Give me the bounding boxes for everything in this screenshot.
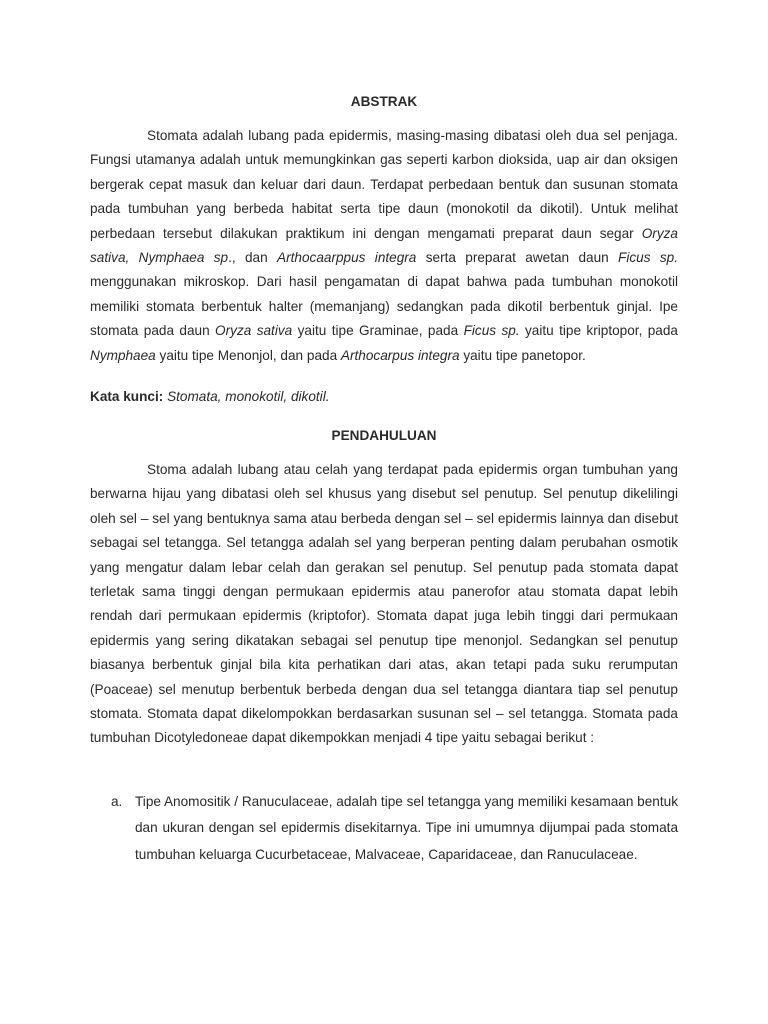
- abstract-text-run: yaitu tipe panetopor.: [459, 347, 586, 363]
- abstract-text-run: yaitu tipe kriptopor, pada: [519, 323, 678, 339]
- keywords-value: Stomata, monokotil, dikotil.: [167, 389, 330, 404]
- introduction-text: Stoma adalah lubang atau celah yang terdapat pada epidermis organ tumbuhan yang berwarna hijau yang dibatasi oleh sel khusus yang disebut sel penutup. Sel penutup dikelilingi oleh sel – sel yang bentuknya sama atau berbeda dengan sel – sel epidermis lainnya dan disebut sebagai sel tetangga. Sel tetangga adalah sel yang berperan penting dalam perubahan osmotik yang mengatur dalam lebar celah dan gerakan sel penutup. Sel penutup pada stomata dapat terletak sama tinggi dengan permukaan epidermis atau panerofor atau stomata dapat lebih rendah dari permukaan epidermis (kriptofor). Stomata dapat juga lebih tinggi dari permukaan epidermis yang sering dikatakan sebagai sel penutup tipe menonjol. Sedangkan sel penutup biasanya berbentuk ginjal bila kita perhatikan dari atas, akan tetapi pada suku rerumputan (Poaceae) sel menutup berbentuk berbeda dengan dua sel tetangga diantara tiap sel penutup stomata. Stomata dapat dikelompokkan berdasarkan susunan sel – sel tetangga. Stomata pada tumbuhan Dicotyledoneae dapat dikempokkan menjadi 4 tipe yaitu sebagai berikut :: [90, 462, 678, 746]
- list-item: [90, 789, 678, 868]
- keywords-line: [90, 389, 678, 405]
- stomata-type-list: [90, 789, 678, 868]
- keywords-label: Kata kunci:: [90, 389, 164, 404]
- list-item-text: Tipe Anomositik / Ranuculaceae, adalah tipe sel tetangga yang memiliki kesamaan bentuk dan ukuran dengan sel epidermis disekitarnya. Tipe ini umumnya dijumpai pada stomata tumbuhan keluarga Cucurbetaceae, Malvaceae, Caparidaceae, dan Ranuculaceae.: [135, 794, 678, 862]
- abstract-italic-term: Ficus sp.: [463, 323, 520, 339]
- introduction-paragraph: [90, 458, 678, 751]
- abstract-italic-term: Ficus sp.: [618, 250, 679, 266]
- abstract-text-run: menggunakan mikroskop. Dari hasil pengamatan di dapat bahwa pada tumbuhan monokotil memiliki stomata berbentuk halter (memanjang) sedangkan pada dikotil berbentuk ginjal. Ipe stomata pada daun: [90, 274, 678, 339]
- abstract-paragraph: [90, 124, 678, 368]
- abstract-text-run: yaitu tipe Graminae, pada: [292, 323, 464, 339]
- introduction-title: PENDAHULUAN: [331, 428, 437, 443]
- abstract-italic-term: Oryza sativa: [215, 323, 293, 339]
- list-item-marker: a.: [111, 794, 123, 809]
- abstract-text-run: serta preparat awetan daun: [416, 250, 619, 266]
- abstract-text-run: ., dan: [228, 250, 278, 266]
- abstract-italic-term: Oryza sativa, Nymphaea sp: [90, 225, 678, 266]
- abstract-italic-term: Arthocarpus integra: [340, 347, 460, 363]
- abstract-text-run: yaitu tipe Menonjol, dan pada: [155, 347, 341, 363]
- abstract-title: ABSTRAK: [350, 94, 418, 109]
- abstract-italic-term: Arthocaarppus integra: [277, 250, 417, 266]
- abstract-italic-term: Nymphaea: [90, 347, 156, 363]
- abstract-text-run: Stomata adalah lubang pada epidermis, masing-masing dibatasi oleh dua sel penjaga. Fungsi utamanya adalah untuk memungkinkan gas seperti karbon dioksida, uap air dan oksigen bergerak cepat masuk dan keluar dari daun. Terdapat perbedaan bentuk dan susunan stomata pada tumbuhan yang berbeda habitat serta tipe daun (monokotil da dikotil). Untuk melihat perbedaan tersebut dilakukan praktikum ini dengan mengamati preparat daun segar: [90, 128, 678, 241]
